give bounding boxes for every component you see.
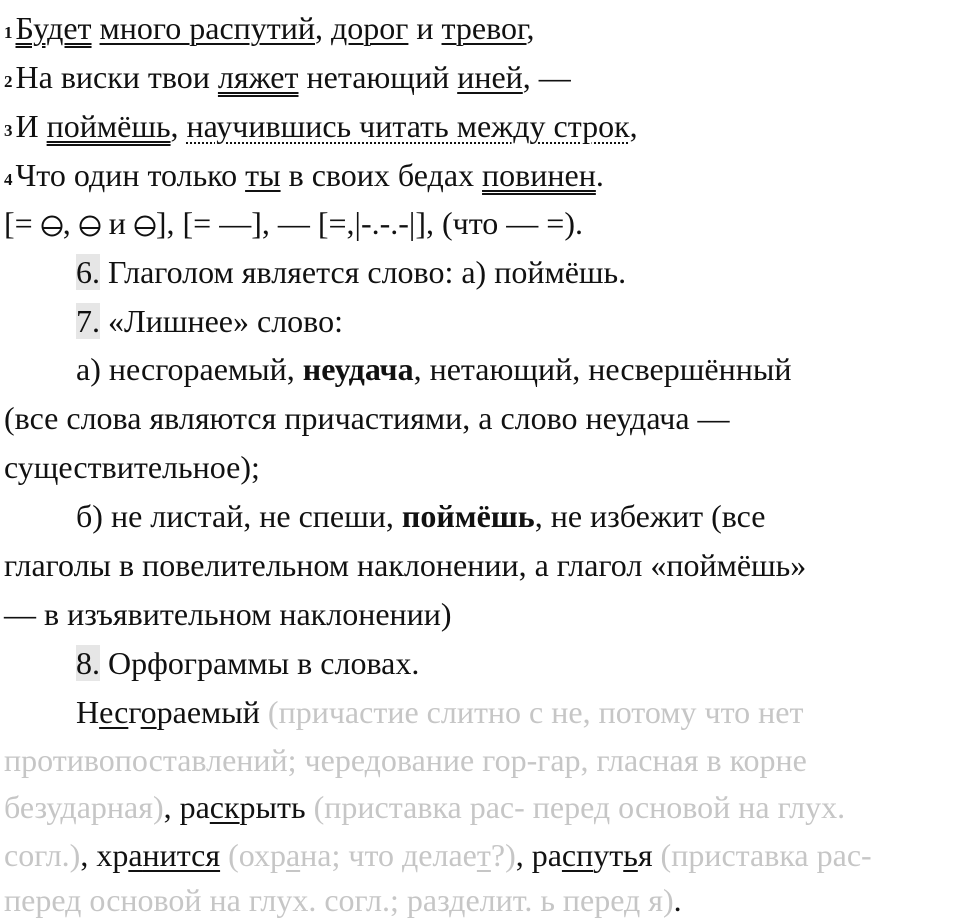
odd-word: поймёшь [401, 498, 535, 534]
orthogram: а [128, 837, 143, 873]
question-text: Глаголом является слово: а) поймёшь. [100, 254, 627, 290]
predicate-word: повинен [482, 157, 596, 193]
question-number: 6. [76, 254, 100, 290]
text: , [629, 108, 638, 144]
text: , [526, 10, 535, 46]
explanation: безударная) [4, 789, 164, 825]
explanation: согл.) [4, 837, 81, 873]
participle-phrase: научившись читать между строк [186, 108, 630, 144]
subject-circle-icon [79, 215, 101, 237]
orthogram: а [285, 837, 301, 873]
subject-circle-icon [134, 215, 156, 237]
text: На виски твои [15, 59, 218, 95]
subject-word: много распутий [99, 10, 315, 46]
line-number: 2 [4, 72, 13, 91]
question-number: 7. [76, 303, 100, 339]
text: ], [= —], — [=,|-.-.-|], (что — =). [155, 205, 583, 241]
predicate-word: ляжет [217, 59, 299, 95]
text: Н [76, 694, 100, 730]
line-number: 3 [4, 121, 13, 140]
orthogram: ск [209, 789, 240, 825]
question-8 [76, 643, 419, 683]
explanation: (причастие слитно с не, потому что нет [259, 694, 804, 730]
question-6 [76, 252, 626, 292]
orthogram: сп [561, 837, 594, 873]
text: И [15, 108, 47, 144]
orthogram: нится [142, 837, 221, 873]
explanation [220, 837, 516, 873]
poem-line-2 [4, 57, 571, 102]
answer-7a [76, 349, 791, 389]
text: , не избежит (все [534, 498, 766, 534]
text: , [170, 108, 187, 144]
text: , — [522, 59, 571, 95]
poem-line-4 [4, 155, 604, 200]
line-number: 1 [4, 23, 13, 42]
orthogram: о [140, 694, 157, 730]
answer-7b-line2: глаголы в повелительном наклонении, а глагол «поймёшь» [4, 547, 807, 583]
text: ут [593, 837, 624, 873]
poem-line-3 [4, 106, 638, 151]
explanation: перед основой на глух. согл.; разделит. ь перед я) [4, 882, 674, 918]
sentence-scheme [4, 203, 583, 243]
answer-7a-line2: (все слова являются причастиями, а слово неудача — [4, 400, 730, 436]
poem-line-1 [4, 8, 535, 53]
text: , [80, 837, 97, 873]
orthogram: ес [99, 694, 129, 730]
text: , нетающий, несвершённый [413, 351, 792, 387]
orthogram-line-4 [4, 835, 872, 875]
text: а) несгораемый, [76, 351, 303, 387]
question-text: «Лишнее» слово: [100, 303, 343, 339]
text: на; что делае [300, 837, 477, 873]
text: в своих бедах [280, 157, 483, 193]
text: Что один только [15, 157, 246, 193]
text: , [62, 205, 79, 241]
text: , [315, 10, 323, 46]
answer-7a-line3: существительное); [4, 449, 260, 485]
text: [= [4, 205, 41, 241]
text: (охр [220, 837, 286, 873]
orthogram-line-3 [4, 787, 845, 827]
predicate-word: Будет [15, 10, 92, 46]
text: ?) [490, 837, 516, 873]
subject-word: тревог [441, 10, 527, 46]
text: и [408, 10, 442, 46]
orthogram-line-1 [76, 692, 803, 732]
text: рыть [239, 789, 306, 825]
subject-word: ты [245, 157, 281, 193]
predicate-word: поймёшь [46, 108, 171, 144]
text: нетающий [298, 59, 458, 95]
orthogram: ь [623, 837, 638, 873]
text: раемый [156, 694, 260, 730]
text: , [163, 789, 180, 825]
explanation: (приставка рас- перед основой на глух. [305, 789, 846, 825]
answer-7b [76, 496, 765, 536]
text: ра [531, 837, 562, 873]
text: я [637, 837, 653, 873]
subject-circle-icon [41, 215, 63, 237]
text: . [673, 882, 682, 918]
line-number: 4 [4, 170, 13, 189]
answer-7b-line3: — в изъявительном наклонении) [4, 596, 452, 632]
text: ра [179, 789, 210, 825]
odd-word: неудача [302, 351, 414, 387]
text: г [128, 694, 141, 730]
question-number: 8. [76, 645, 100, 681]
orthogram: т [476, 837, 491, 873]
subject-word: иней [457, 59, 523, 95]
question-7 [76, 301, 343, 341]
orthogram-line-5 [4, 880, 682, 920]
subject-word: дорог [331, 10, 409, 46]
question-text: Орфограммы в словах. [100, 645, 420, 681]
explanation-line: противопоставлений; чередование гор-гар, гласная в корне [4, 742, 807, 778]
explanation: (приставка рас- [652, 837, 872, 873]
text: б) не листай, не спеши, [76, 498, 402, 534]
text: хр [96, 837, 129, 873]
text: , [515, 837, 532, 873]
text: и [100, 205, 134, 241]
text: . [595, 157, 604, 193]
